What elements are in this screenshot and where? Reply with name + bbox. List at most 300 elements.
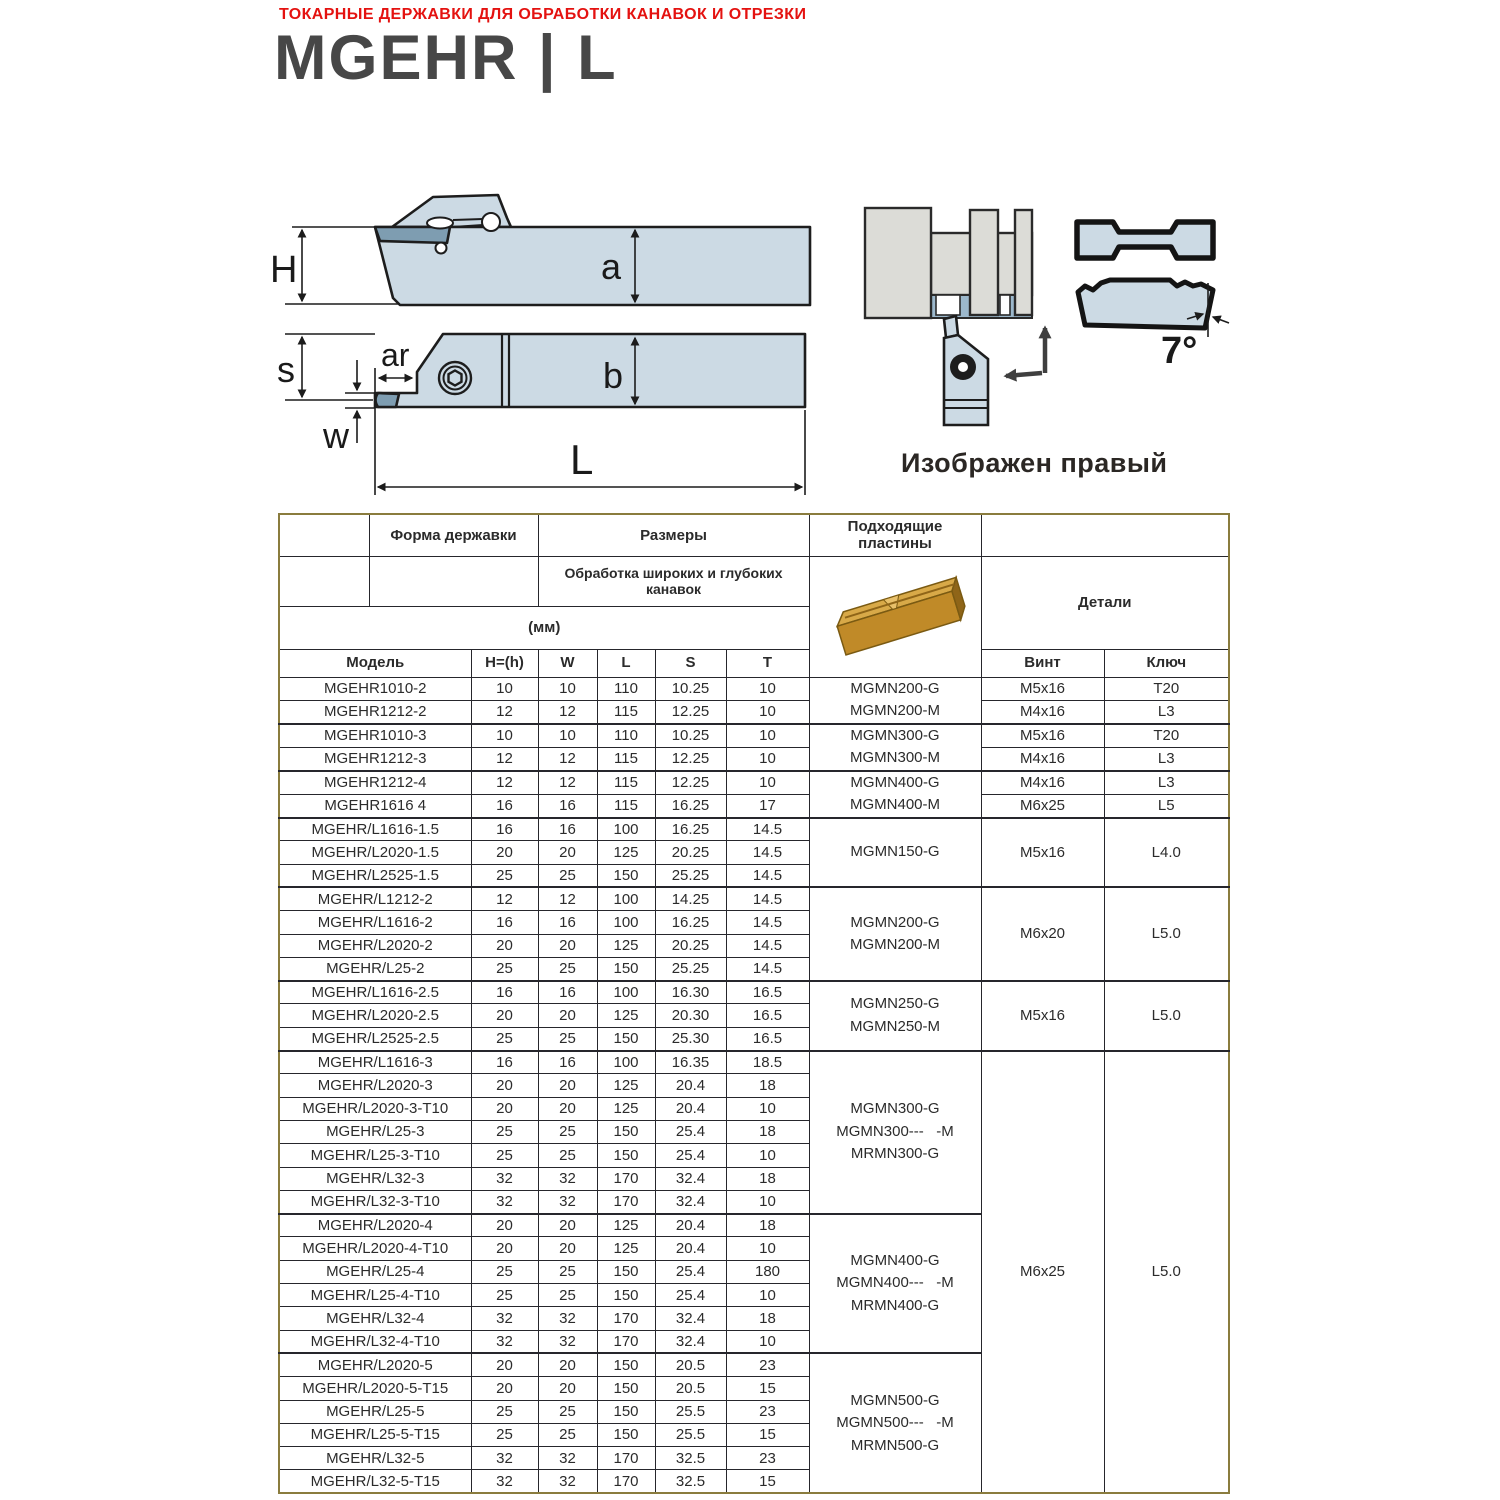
key-cell: L3	[1104, 747, 1229, 771]
col-header-screw: Винт	[981, 649, 1104, 677]
s-cell: 10.25	[655, 724, 726, 748]
l-cell: 125	[597, 1074, 655, 1097]
w-cell: 32	[538, 1470, 597, 1493]
table-row	[279, 700, 1229, 723]
s-cell: 16.30	[655, 981, 726, 1004]
w-cell: 32	[538, 1307, 597, 1330]
plate-group-cell	[809, 818, 981, 888]
plate-line: MGMN300--- -M	[836, 1122, 954, 1140]
header-blank	[279, 514, 369, 556]
model-cell: MGEHR1616 4	[279, 794, 471, 818]
plate-line: MGMN500--- -M	[836, 1414, 954, 1432]
table-row	[279, 887, 1229, 910]
s-cell: 14.25	[655, 887, 726, 910]
screw-cell: M6x25	[981, 794, 1104, 818]
model-cell: MGEHR/L25-4-T10	[279, 1284, 471, 1307]
key-cell: L5.0	[1104, 1051, 1229, 1494]
w-cell: 25	[538, 864, 597, 887]
model-cell: MGEHR/L32-5-T15	[279, 1470, 471, 1493]
page-title: MGEHR | L	[274, 23, 618, 93]
model-cell: MGEHR/L2020-4	[279, 1214, 471, 1237]
plate-line: MGMN400-G	[850, 773, 940, 791]
model-cell: MGEHR/L25-5	[279, 1400, 471, 1423]
h-cell: 16	[471, 794, 538, 818]
w-cell: 32	[538, 1167, 597, 1190]
h-cell: 32	[471, 1190, 538, 1213]
l-cell: 100	[597, 818, 655, 841]
spec-table-body	[279, 677, 1229, 1493]
model-cell: MGEHR1212-3	[279, 747, 471, 771]
header-blank	[369, 556, 538, 606]
spec-table-header	[279, 514, 1229, 677]
s-cell: 20.25	[655, 841, 726, 864]
l-cell: 170	[597, 1307, 655, 1330]
l-cell: 150	[597, 1400, 655, 1423]
model-cell: MGEHR/L2020-3	[279, 1074, 471, 1097]
model-cell: MGEHR/L1616-2	[279, 911, 471, 934]
s-cell: 25.4	[655, 1144, 726, 1167]
t-cell: 18	[726, 1214, 809, 1237]
key-cell: L4.0	[1104, 818, 1229, 888]
t-cell: 14.5	[726, 957, 809, 980]
s-cell: 25.30	[655, 1027, 726, 1050]
w-cell: 25	[538, 1144, 597, 1167]
model-cell: MGEHR/L2020-2.5	[279, 1004, 471, 1027]
insert-profile-top	[1077, 222, 1213, 258]
spec-table	[278, 513, 1230, 1494]
s-cell: 16.25	[655, 911, 726, 934]
grooving-tool	[944, 316, 988, 425]
model-cell: MGEHR/L32-3-T10	[279, 1190, 471, 1213]
w-cell: 25	[538, 1423, 597, 1446]
l-cell: 170	[597, 1330, 655, 1353]
key-cell: L5	[1104, 794, 1229, 818]
key-cell: T20	[1104, 724, 1229, 748]
holder-side-view	[375, 195, 810, 305]
svg-text:a: a	[601, 246, 622, 287]
t-cell: 18	[726, 1120, 809, 1143]
s-cell: 20.4	[655, 1237, 726, 1260]
plate-line: MGMN250-G	[850, 995, 940, 1013]
w-cell: 16	[538, 1051, 597, 1074]
screw-cell: M4x16	[981, 747, 1104, 771]
l-cell: 125	[597, 1237, 655, 1260]
svg-text:w: w	[323, 415, 349, 456]
w-cell: 25	[538, 957, 597, 980]
t-cell: 16.5	[726, 1004, 809, 1027]
t-cell: 10	[726, 1284, 809, 1307]
t-cell: 18	[726, 1307, 809, 1330]
l-cell: 110	[597, 724, 655, 748]
svg-text:H: H	[270, 249, 298, 291]
w-cell: 16	[538, 911, 597, 934]
model-cell: MGEHR/L1212-2	[279, 887, 471, 910]
svg-text:L: L	[570, 436, 594, 483]
l-cell: 125	[597, 1097, 655, 1120]
key-cell: L3	[1104, 771, 1229, 795]
model-cell: MGEHR/L2020-1.5	[279, 841, 471, 864]
s-cell: 12.25	[655, 771, 726, 795]
model-cell: MGEHR/L25-3-T10	[279, 1144, 471, 1167]
l-cell: 115	[597, 794, 655, 818]
s-cell: 32.4	[655, 1190, 726, 1213]
insert-photo-cell	[809, 556, 981, 677]
h-cell: 20	[471, 1237, 538, 1260]
w-cell: 20	[538, 841, 597, 864]
model-cell: MGEHR1212-4	[279, 771, 471, 795]
s-cell: 32.5	[655, 1447, 726, 1470]
plate-line: MRMN300-G	[850, 1145, 940, 1163]
plate-group-cell	[809, 724, 981, 771]
h-cell: 16	[471, 1051, 538, 1074]
holder-dimension-drawing	[265, 160, 825, 505]
t-cell: 18.5	[726, 1051, 809, 1074]
plate-line: MGMN200-G	[850, 913, 940, 931]
w-cell: 10	[538, 724, 597, 748]
s-cell: 20.25	[655, 934, 726, 957]
t-cell: 10	[726, 771, 809, 795]
s-cell: 12.25	[655, 700, 726, 723]
model-cell: MGEHR/L25-4	[279, 1260, 471, 1283]
model-cell: MGEHR/L2020-5-T15	[279, 1377, 471, 1400]
plate-group-cell	[809, 771, 981, 818]
screw-cell: M4x16	[981, 771, 1104, 795]
l-cell: 125	[597, 934, 655, 957]
t-cell: 23	[726, 1400, 809, 1423]
t-cell: 23	[726, 1447, 809, 1470]
t-cell: 14.5	[726, 887, 809, 910]
t-cell: 16.5	[726, 981, 809, 1004]
h-cell: 12	[471, 747, 538, 771]
key-cell: L5.0	[1104, 887, 1229, 980]
w-cell: 12	[538, 771, 597, 795]
l-cell: 170	[597, 1190, 655, 1213]
s-cell: 25.4	[655, 1260, 726, 1283]
w-cell: 25	[538, 1120, 597, 1143]
t-cell: 10	[726, 1097, 809, 1120]
w-cell: 20	[538, 934, 597, 957]
h-cell: 20	[471, 1214, 538, 1237]
l-cell: 150	[597, 1144, 655, 1167]
plate-group-cell	[809, 981, 981, 1051]
table-row	[279, 677, 1229, 700]
h-cell: 25	[471, 1027, 538, 1050]
model-cell: MGEHR/L32-4-T10	[279, 1330, 471, 1353]
t-cell: 16.5	[726, 1027, 809, 1050]
model-cell: MGEHR/L25-3	[279, 1120, 471, 1143]
w-cell: 20	[538, 1353, 597, 1376]
l-cell: 115	[597, 771, 655, 795]
model-cell: MGEHR/L1616-1.5	[279, 818, 471, 841]
s-cell: 32.5	[655, 1470, 726, 1493]
s-cell: 20.4	[655, 1214, 726, 1237]
h-cell: 16	[471, 911, 538, 934]
model-cell: MGEHR/L1616-2.5	[279, 981, 471, 1004]
w-cell: 25	[538, 1260, 597, 1283]
dimension-w	[322, 360, 375, 456]
l-cell: 150	[597, 864, 655, 887]
s-cell: 25.25	[655, 864, 726, 887]
t-cell: 15	[726, 1470, 809, 1493]
t-cell: 14.5	[726, 911, 809, 934]
w-cell: 20	[538, 1004, 597, 1027]
s-cell: 20.30	[655, 1004, 726, 1027]
t-cell: 10	[726, 700, 809, 723]
t-cell: 10	[726, 677, 809, 700]
h-cell: 20	[471, 841, 538, 864]
t-cell: 23	[726, 1353, 809, 1376]
w-cell: 10	[538, 677, 597, 700]
w-cell: 20	[538, 1237, 597, 1260]
h-cell: 25	[471, 957, 538, 980]
s-cell: 25.25	[655, 957, 726, 980]
plate-group-cell	[809, 677, 981, 724]
t-cell: 10	[726, 1190, 809, 1213]
t-cell: 14.5	[726, 934, 809, 957]
t-cell: 10	[726, 724, 809, 748]
insert-profile-front	[1078, 280, 1229, 372]
model-cell: MGEHR/L1616-3	[279, 1051, 471, 1074]
l-cell: 150	[597, 957, 655, 980]
plate-line: MGMN400-M	[850, 796, 941, 814]
h-cell: 25	[471, 1423, 538, 1446]
h-cell: 25	[471, 1144, 538, 1167]
plate-group-cell	[809, 1214, 981, 1354]
svg-text:b: b	[603, 355, 624, 396]
s-cell: 16.35	[655, 1051, 726, 1074]
svg-text:s: s	[277, 349, 295, 390]
h-cell: 20	[471, 1004, 538, 1027]
model-cell: MGEHR/L2020-4-T10	[279, 1237, 471, 1260]
h-cell: 32	[471, 1447, 538, 1470]
w-cell: 20	[538, 1214, 597, 1237]
plate-line: MGMN400--- -M	[836, 1274, 954, 1292]
w-cell: 16	[538, 794, 597, 818]
l-cell: 150	[597, 1377, 655, 1400]
plate-line: MGMN150-G	[850, 843, 940, 861]
header-blank-right	[981, 514, 1229, 556]
t-cell: 18	[726, 1167, 809, 1190]
col-header-l: L	[597, 649, 655, 677]
w-cell: 32	[538, 1190, 597, 1213]
h-cell: 32	[471, 1470, 538, 1493]
s-cell: 32.4	[655, 1307, 726, 1330]
model-cell: MGEHR/L2525-1.5	[279, 864, 471, 887]
l-cell: 100	[597, 911, 655, 934]
workpiece	[865, 208, 1032, 318]
model-cell: MGEHR/L25-5-T15	[279, 1423, 471, 1446]
s-cell: 32.4	[655, 1330, 726, 1353]
l-cell: 170	[597, 1167, 655, 1190]
t-cell: 180	[726, 1260, 809, 1283]
model-cell: MGEHR/L25-2	[279, 957, 471, 980]
s-cell: 25.5	[655, 1423, 726, 1446]
w-cell: 12	[538, 700, 597, 723]
screw-cell: M6x25	[981, 1051, 1104, 1494]
w-cell: 20	[538, 1097, 597, 1120]
l-cell: 150	[597, 1353, 655, 1376]
dimension-L	[378, 410, 805, 495]
plate-line: MGMN200-M	[850, 936, 941, 954]
l-cell: 170	[597, 1447, 655, 1470]
model-cell: MGEHR/L32-3	[279, 1167, 471, 1190]
h-cell: 20	[471, 1353, 538, 1376]
screw-cell: M5x16	[981, 981, 1104, 1051]
h-cell: 10	[471, 677, 538, 700]
plate-line: MGMN300-G	[850, 726, 940, 744]
plate-line: MGMN500-G	[850, 1391, 940, 1409]
h-cell: 20	[471, 934, 538, 957]
model-cell: MGEHR/L2020-3-T10	[279, 1097, 471, 1120]
l-cell: 100	[597, 1051, 655, 1074]
plate-group-cell	[809, 887, 981, 980]
h-cell: 20	[471, 1074, 538, 1097]
page-kicker: ТОКАРНЫЕ ДЕРЖАВКИ ДЛЯ ОБРАБОТКИ КАНАВОК И ОТРЕЗКИ	[279, 6, 807, 23]
drawing-caption: Изображен правый	[901, 448, 1168, 478]
h-cell: 12	[471, 771, 538, 795]
s-cell: 12.25	[655, 747, 726, 771]
table-row	[279, 747, 1229, 771]
col-header-h: H=(h)	[471, 649, 538, 677]
l-cell: 100	[597, 981, 655, 1004]
col-header-key: Ключ	[1104, 649, 1229, 677]
col-header-w: W	[538, 649, 597, 677]
dimension-s	[277, 334, 375, 400]
s-cell: 20.4	[655, 1074, 726, 1097]
screw-cell: M4x16	[981, 700, 1104, 723]
l-cell: 150	[597, 1120, 655, 1143]
table-row	[279, 794, 1229, 818]
key-cell: L3	[1104, 700, 1229, 723]
plate-line: MRMN400-G	[850, 1296, 940, 1314]
header-blank	[279, 556, 369, 606]
h-cell: 16	[471, 818, 538, 841]
l-cell: 125	[597, 1214, 655, 1237]
h-cell: 10	[471, 724, 538, 748]
t-cell: 10	[726, 1237, 809, 1260]
col-header-s: S	[655, 649, 726, 677]
h-cell: 12	[471, 887, 538, 910]
s-cell: 25.4	[655, 1120, 726, 1143]
w-cell: 12	[538, 887, 597, 910]
application-drawing	[855, 195, 1235, 440]
table-row	[279, 771, 1229, 795]
dimension-ar	[375, 337, 412, 495]
w-cell: 20	[538, 1377, 597, 1400]
col-header-t: T	[726, 649, 809, 677]
l-cell: 170	[597, 1470, 655, 1493]
w-cell: 12	[538, 747, 597, 771]
header-plates: Подходящие пластины	[809, 514, 981, 556]
s-cell: 20.5	[655, 1353, 726, 1376]
model-cell: MGEHR/L32-4	[279, 1307, 471, 1330]
header-units: (мм)	[279, 606, 809, 649]
l-cell: 115	[597, 747, 655, 771]
key-cell: L5.0	[1104, 981, 1229, 1051]
h-cell: 32	[471, 1167, 538, 1190]
l-cell: 150	[597, 1260, 655, 1283]
l-cell: 150	[597, 1423, 655, 1446]
l-cell: 115	[597, 700, 655, 723]
h-cell: 25	[471, 1120, 538, 1143]
t-cell: 17	[726, 794, 809, 818]
plate-line: MGMN400-G	[850, 1251, 940, 1269]
plate-line: MGMN250-M	[850, 1017, 941, 1035]
t-cell: 10	[726, 747, 809, 771]
t-cell: 14.5	[726, 864, 809, 887]
model-cell: MGEHR/L2525-2.5	[279, 1027, 471, 1050]
feed-direction-arrows	[1006, 328, 1045, 376]
w-cell: 16	[538, 981, 597, 1004]
t-cell: 14.5	[726, 841, 809, 864]
w-cell: 16	[538, 818, 597, 841]
model-cell: MGEHR1212-2	[279, 700, 471, 723]
header-sizes: Размеры	[538, 514, 809, 556]
w-cell: 25	[538, 1400, 597, 1423]
l-cell: 100	[597, 887, 655, 910]
t-cell: 18	[726, 1074, 809, 1097]
s-cell: 10.25	[655, 677, 726, 700]
plate-line: MGMN300-G	[850, 1100, 940, 1118]
h-cell: 25	[471, 1260, 538, 1283]
screw-cell: M5x16	[981, 818, 1104, 888]
s-cell: 25.5	[655, 1400, 726, 1423]
h-cell: 12	[471, 700, 538, 723]
plate-line: MRMN500-G	[850, 1436, 940, 1454]
s-cell: 20.4	[655, 1097, 726, 1120]
h-cell: 20	[471, 1377, 538, 1400]
t-cell: 15	[726, 1377, 809, 1400]
w-cell: 32	[538, 1330, 597, 1353]
col-header-model: Модель	[279, 649, 471, 677]
header-shape: Форма державки	[369, 514, 538, 556]
h-cell: 25	[471, 1284, 538, 1307]
h-cell: 25	[471, 864, 538, 887]
screw-cell: M5x16	[981, 677, 1104, 700]
t-cell: 14.5	[726, 818, 809, 841]
s-cell: 32.4	[655, 1167, 726, 1190]
model-cell: MGEHR1010-2	[279, 677, 471, 700]
header-wide-note: Обработка широких и глубоких канавок	[538, 556, 809, 606]
insert-photo	[815, 557, 975, 672]
plate-line: MGMN300-M	[850, 749, 941, 767]
plate-line: MGMN200-G	[850, 679, 940, 697]
w-cell: 32	[538, 1447, 597, 1470]
table-row	[279, 981, 1229, 1004]
table-row	[279, 818, 1229, 841]
plate-group-cell	[809, 1051, 981, 1214]
l-cell: 110	[597, 677, 655, 700]
model-cell: MGEHR/L2020-5	[279, 1353, 471, 1376]
h-cell: 25	[471, 1400, 538, 1423]
l-cell: 150	[597, 1284, 655, 1307]
t-cell: 15	[726, 1423, 809, 1446]
l-cell: 125	[597, 841, 655, 864]
plate-group-cell	[809, 1353, 981, 1493]
l-cell: 125	[597, 1004, 655, 1027]
plate-line: MGMN200-M	[850, 702, 941, 720]
key-cell: T20	[1104, 677, 1229, 700]
w-cell: 20	[538, 1074, 597, 1097]
screw-cell: M6x20	[981, 887, 1104, 980]
model-cell: MGEHR1010-3	[279, 724, 471, 748]
s-cell: 20.5	[655, 1377, 726, 1400]
s-cell: 16.25	[655, 818, 726, 841]
table-row	[279, 724, 1229, 748]
screw-cell: M5x16	[981, 724, 1104, 748]
holder-top-view	[375, 334, 805, 407]
h-cell: 32	[471, 1330, 538, 1353]
